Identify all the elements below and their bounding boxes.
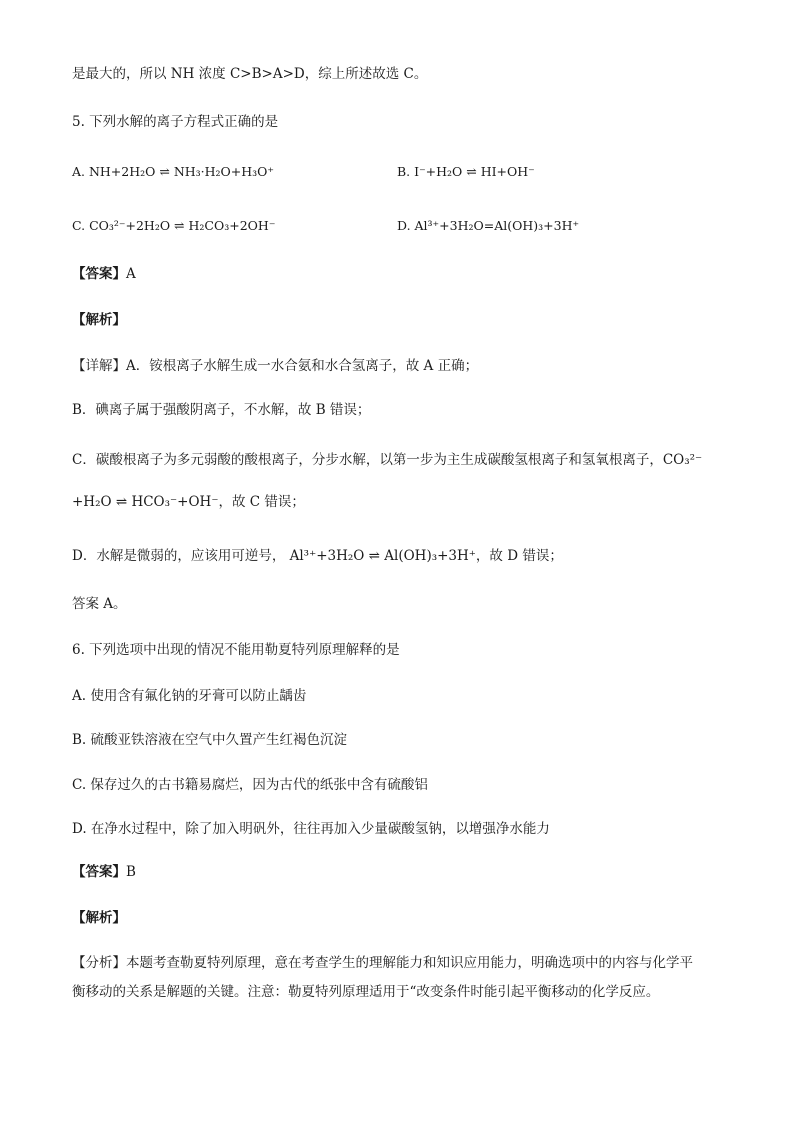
answer-value: A	[126, 266, 136, 282]
analysis-5-heading: 【解析】	[72, 312, 126, 328]
question-6-stem: 6. 下列选项中出现的情况不能用勒夏特列原理解释的是	[72, 642, 400, 658]
question-5-option-d: D. Al³⁺+3H₂O=Al(OH)₃+3H⁺	[397, 218, 580, 233]
analysis-6-line: 衡移动的关系是解题的关键。注意：勒夏特列原理适用于“改变条件时能引起平衡移动的化学反应。	[72, 984, 660, 1000]
question-5-option-a: A. NH+2H₂O ⇌ NH₃·H₂O+H₃O⁺	[72, 164, 275, 179]
question-6-option-b: B. 硫酸亚铁溶液在空气中久置产生红褐色沉淀	[72, 732, 348, 748]
detail-5-line: 答案 A。	[72, 596, 127, 612]
text-line: 是最大的，所以 NH 浓度 C>B>A>D，综上所述故选 C。	[72, 66, 428, 82]
detail-5-line: D．水解是微弱的，应该用可逆号， Al³⁺+3H₂O ⇌ Al(OH)₃+3H⁺，故 D 错误；	[72, 548, 563, 564]
detail-5-line: 【详解】A．铵根离子水解生成一水合氨和水合氢离子，故 A 正确；	[72, 358, 479, 374]
question-6-option-c: C. 保存过久的古书籍易腐烂，因为古代的纸张中含有硫酸铝	[72, 777, 428, 793]
answer-5	[72, 264, 136, 284]
question-5-option-c: C. CO₃²⁻+2H₂O ⇌ H₂CO₃+2OH⁻	[72, 218, 276, 233]
analysis-6-line: 【分析】本题考查勒夏特列原理，意在考查学生的理解能力和知识应用能力，明确选项中的内容与化学平	[72, 955, 693, 971]
answer-value: B	[126, 864, 136, 880]
question-6-option-a: A. 使用含有氟化钠的牙膏可以防止龋齿	[72, 688, 307, 704]
question-6-option-d: D. 在净水过程中，除了加入明矾外，往往再加入少量碳酸氢钠，以增强净水能力	[72, 821, 550, 837]
answer-tag: 【答案】	[72, 266, 126, 282]
analysis-6-heading: 【解析】	[72, 910, 126, 926]
detail-5-line: B．碘离子属于强酸阴离子，不水解，故 B 错误；	[72, 402, 371, 418]
detail-5-line: +H₂O ⇌ HCO₃⁻+OH⁻，故 C 错误；	[72, 494, 305, 510]
answer-6	[72, 862, 136, 882]
question-5-option-b: B. I⁻+H₂O ⇌ HI+OH⁻	[397, 164, 535, 179]
detail-5-line: C．碳酸根离子为多元弱酸的酸根离子，分步水解，以第一步为主生成碳酸氢根离子和氢氧根离子，CO₃²⁻	[72, 452, 703, 468]
question-5-stem: 5. 下列水解的离子方程式正确的是	[72, 114, 279, 130]
answer-tag: 【答案】	[72, 864, 126, 880]
